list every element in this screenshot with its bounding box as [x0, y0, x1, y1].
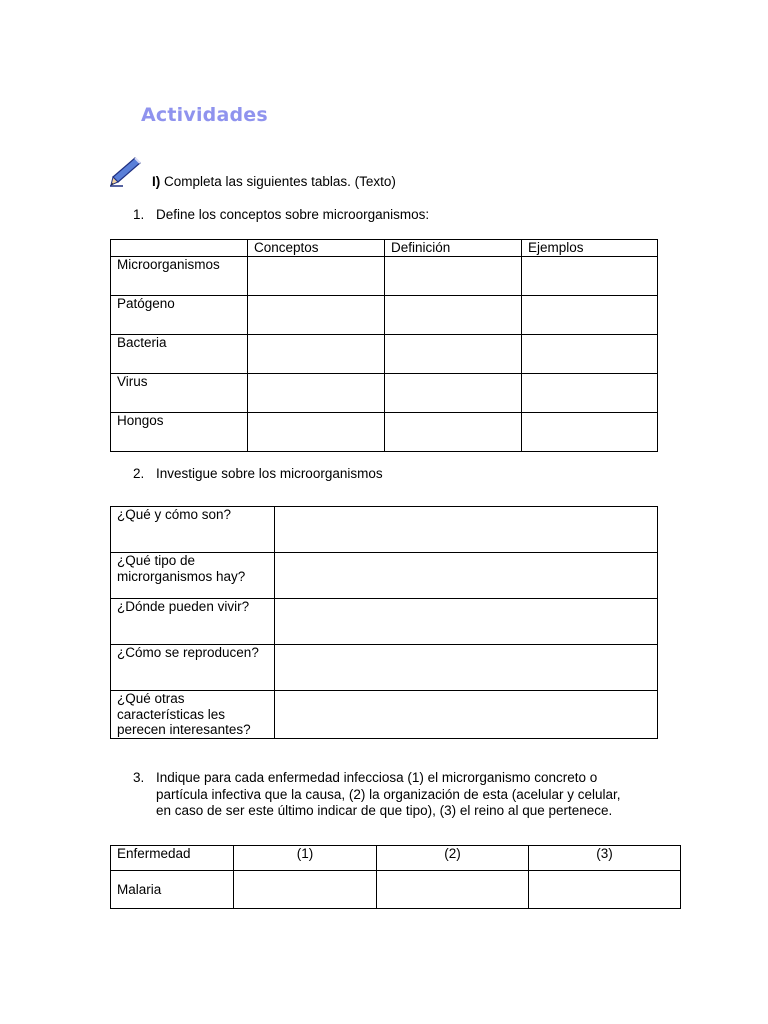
question-cell: ¿Qué otras características les perecen interesantes?: [111, 691, 275, 739]
instruction-text: Completa las siguientes tablas. (Texto): [160, 174, 396, 189]
table-row: [111, 335, 658, 374]
question-cell: ¿Dónde pueden vivir?: [111, 599, 275, 645]
table-row: [111, 553, 658, 599]
answer-cell[interactable]: [248, 374, 385, 413]
question-1-text: Define los conceptos sobre microorganismos:: [156, 207, 430, 222]
answer-cell[interactable]: [385, 257, 522, 296]
question-3-line: Indique para cada enfermedad infecciosa (1) el microrganismo concreto o: [156, 770, 598, 785]
question-3: [133, 770, 693, 822]
answer-cell[interactable]: [529, 871, 681, 909]
answer-cell[interactable]: [522, 296, 658, 335]
answer-cell[interactable]: [522, 257, 658, 296]
question-cell: ¿Qué tipo de microrganismos hay?: [111, 553, 275, 599]
header-cell: (1): [234, 846, 377, 871]
table-research: [110, 506, 658, 739]
answer-cell[interactable]: [248, 413, 385, 452]
question-3-line: en caso de ser este último indicar de que tipo), (3) el reino al que pertenece.: [156, 803, 613, 818]
answer-cell[interactable]: [385, 335, 522, 374]
answer-cell[interactable]: [275, 645, 658, 691]
table-row: [111, 645, 658, 691]
header-cell: (2): [377, 846, 529, 871]
answer-cell[interactable]: [522, 413, 658, 452]
table-concepts: [110, 239, 658, 452]
table-row: [111, 599, 658, 645]
answer-cell[interactable]: [248, 296, 385, 335]
answer-cell[interactable]: [275, 553, 658, 599]
table-header-row: [111, 846, 681, 871]
answer-cell[interactable]: [275, 691, 658, 739]
row-label: Microorganismos: [111, 257, 248, 296]
question-2-number: 2.: [133, 466, 145, 481]
question-cell: ¿Cómo se reproducen?: [111, 645, 275, 691]
row-label: Virus: [111, 374, 248, 413]
header-cell: (3): [529, 846, 681, 871]
question-2-text: Investigue sobre los microorganismos: [156, 466, 383, 481]
table-row: [111, 374, 658, 413]
question-3-line: partícula infectiva que la causa, (2) la organización de esta (acelular y celular,: [156, 786, 621, 802]
header-cell: Enfermedad: [111, 846, 234, 871]
table-row: [111, 507, 658, 553]
answer-cell[interactable]: [385, 296, 522, 335]
header-cell: Conceptos: [248, 240, 385, 257]
question-3-text: [156, 770, 621, 820]
header-cell: Definición: [385, 240, 522, 257]
row-label: Patógeno: [111, 296, 248, 335]
table-row: [111, 871, 681, 909]
row-label: Bacteria: [111, 335, 248, 374]
table-header-row: [111, 240, 658, 257]
answer-cell[interactable]: [377, 871, 529, 909]
instruction: [152, 174, 396, 189]
row-label: Hongos: [111, 413, 248, 452]
table-row: [111, 257, 658, 296]
table-row: [111, 413, 658, 452]
answer-cell[interactable]: [275, 507, 658, 553]
table-row: [111, 691, 658, 739]
question-cell: ¿Qué y cómo son?: [111, 507, 275, 553]
row-label: Malaria: [111, 871, 234, 909]
answer-cell[interactable]: [234, 871, 377, 909]
answer-cell[interactable]: [385, 413, 522, 452]
question-3-number: 3.: [133, 770, 145, 785]
answer-cell[interactable]: [275, 599, 658, 645]
question-1: [133, 207, 653, 225]
question-1-number: 1.: [133, 207, 145, 222]
question-2: [133, 466, 653, 484]
table-diseases: [110, 845, 681, 909]
instruction-numeral: I): [152, 174, 161, 189]
page-title: Actividades: [141, 104, 268, 126]
answer-cell[interactable]: [385, 374, 522, 413]
answer-cell[interactable]: [522, 335, 658, 374]
table-row: [111, 296, 658, 335]
answer-cell[interactable]: [522, 374, 658, 413]
answer-cell[interactable]: [248, 335, 385, 374]
header-cell: [111, 240, 248, 257]
header-cell: Ejemplos: [522, 240, 658, 257]
answer-cell[interactable]: [248, 257, 385, 296]
pencil-icon: [109, 155, 143, 189]
